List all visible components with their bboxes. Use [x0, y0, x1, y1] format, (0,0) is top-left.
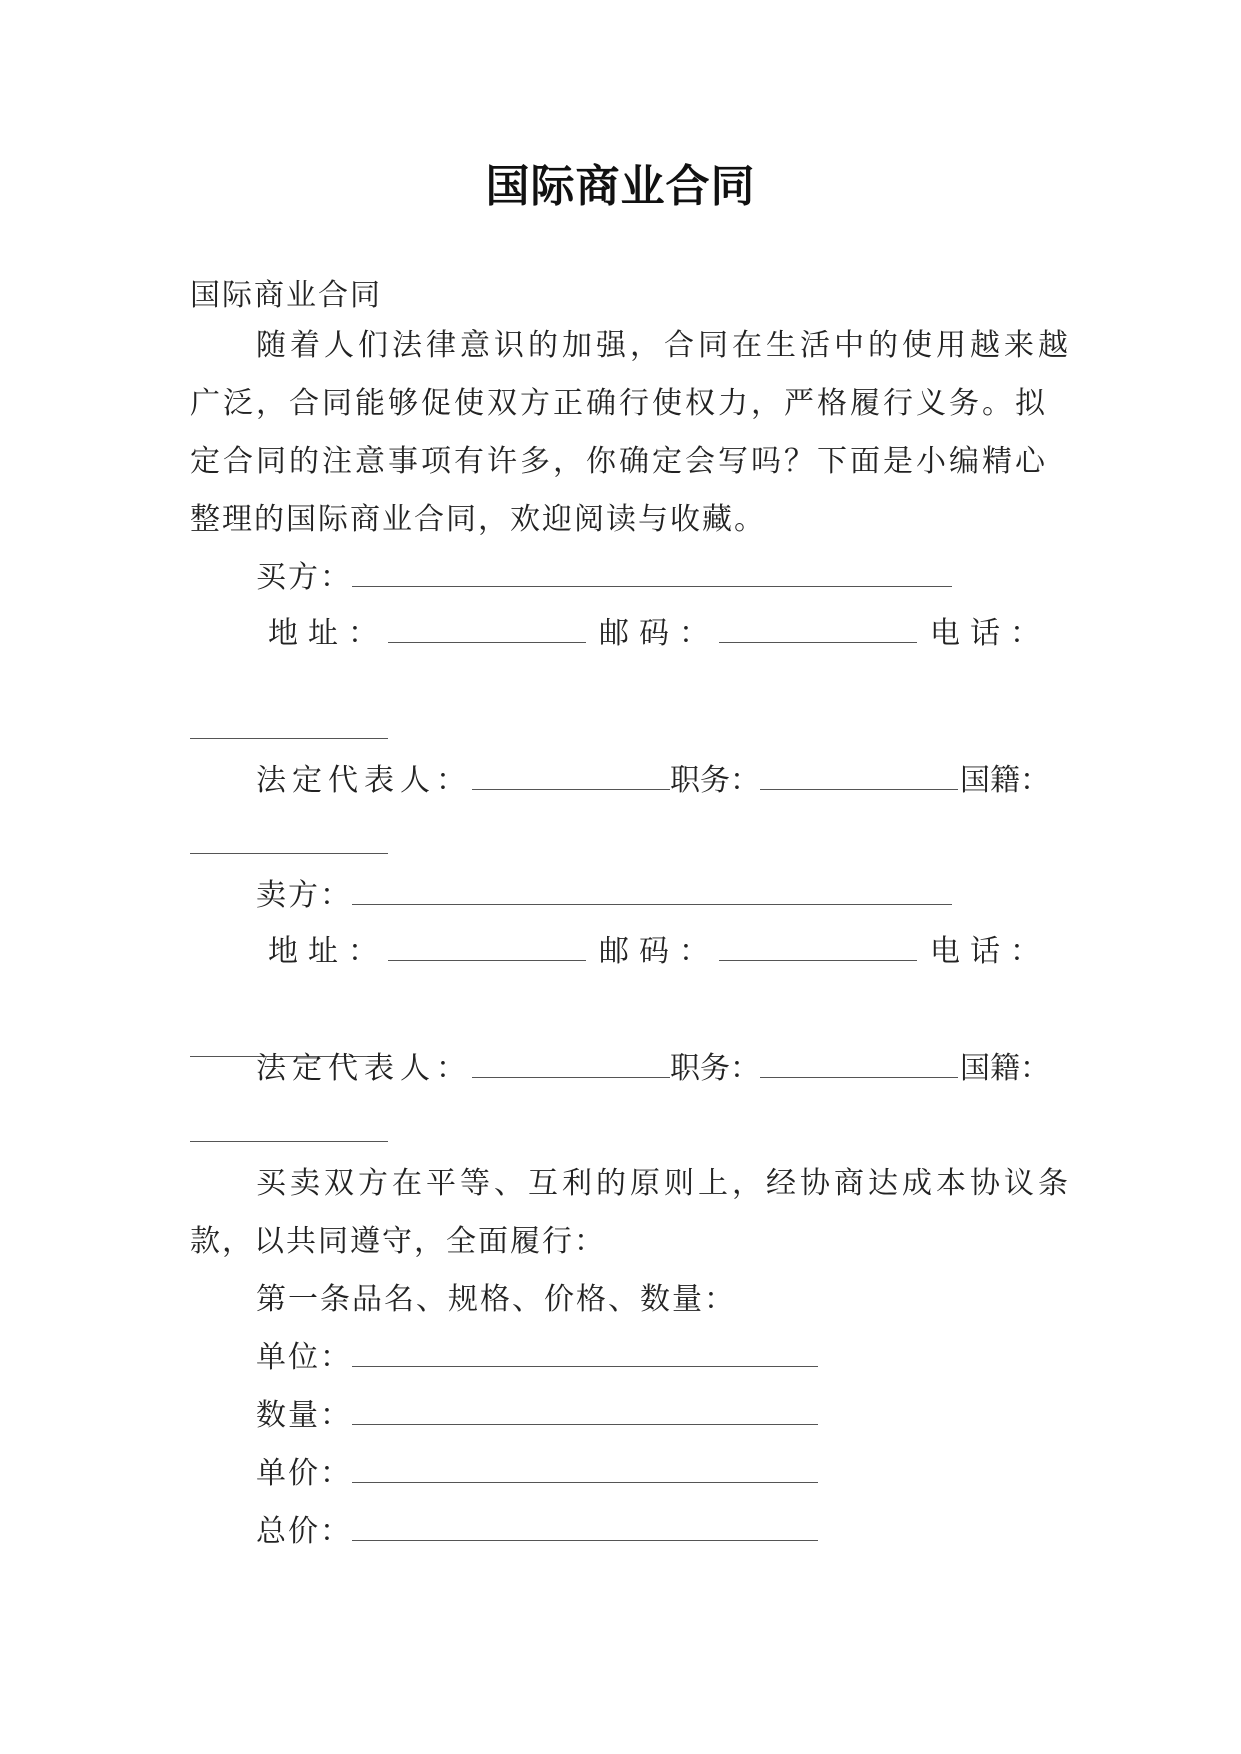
seller-nationality-label: 国籍： [960, 1051, 1050, 1086]
seller-postcode-blank[interactable] [719, 936, 917, 961]
buyer-position-blank[interactable] [760, 765, 958, 790]
buyer-postcode-blank[interactable] [719, 618, 917, 643]
buyer-legal-rep-label: 法定代表人： [256, 763, 472, 798]
seller-nationality-blank[interactable] [190, 1140, 388, 1142]
seller-position-label: 职务： [670, 1051, 760, 1086]
buyer-contact-row [268, 608, 1050, 652]
buyer-address-blank[interactable] [388, 618, 586, 643]
quantity-row [256, 1390, 818, 1434]
buyer-rep-row [256, 755, 1050, 799]
intro-line-2: 广泛，合同能够促使双方正确行使权力，严格履行义务。拟 [190, 386, 1048, 421]
seller-legal-rep-blank[interactable] [472, 1053, 670, 1078]
buyer-row [256, 552, 952, 596]
unit-price-row [256, 1448, 818, 1492]
total-price-label: 总价： [256, 1514, 352, 1549]
seller-label: 卖方： [256, 878, 352, 913]
buyer-phone-label: 电话： [930, 616, 1050, 651]
seller-address-label: 地址： [268, 934, 388, 969]
buyer-postcode-label: 邮码： [599, 616, 719, 651]
seller-position-blank[interactable] [760, 1053, 958, 1078]
agreement-line-1: 买卖双方在平等、互利的原则上，经协商达成本协议条 [256, 1166, 1072, 1201]
buyer-phone-blank[interactable] [190, 737, 388, 739]
seller-contact-row [268, 926, 1050, 970]
quantity-blank[interactable] [352, 1400, 818, 1425]
agreement-line-2: 款，以共同遵守，全面履行： [190, 1224, 606, 1259]
unit-row [256, 1332, 818, 1376]
article1-heading: 第一条品名、规格、价格、数量： [256, 1282, 736, 1317]
seller-row [256, 870, 952, 914]
seller-phone-label: 电话： [930, 934, 1050, 969]
buyer-nationality-blank[interactable] [190, 852, 388, 854]
seller-legal-rep-label: 法定代表人： [256, 1051, 472, 1086]
unit-price-label: 单价： [256, 1456, 352, 1491]
quantity-label: 数量： [256, 1398, 352, 1433]
buyer-address-label: 地址： [268, 616, 388, 651]
intro-line-3: 定合同的注意事项有许多，你确定会写吗？下面是小编精心 [190, 444, 1048, 479]
seller-address-blank[interactable] [388, 936, 586, 961]
seller-rep-row [256, 1043, 1050, 1087]
buyer-position-label: 职务： [670, 763, 760, 798]
total-price-blank[interactable] [352, 1516, 818, 1541]
buyer-legal-rep-blank[interactable] [472, 765, 670, 790]
buyer-nationality-label: 国籍： [960, 763, 1050, 798]
buyer-label: 买方： [256, 560, 352, 595]
intro-line-1: 随着人们法律意识的加强，合同在生活中的使用越来越 [256, 328, 1072, 363]
buyer-name-blank[interactable] [352, 562, 952, 587]
unit-blank[interactable] [352, 1342, 818, 1367]
document-subtitle: 国际商业合同 [190, 278, 382, 313]
seller-postcode-label: 邮码： [599, 934, 719, 969]
unit-label: 单位： [256, 1340, 352, 1375]
total-price-row [256, 1506, 818, 1550]
document-title: 国际商业合同 [485, 161, 756, 212]
unit-price-blank[interactable] [352, 1458, 818, 1483]
intro-line-4: 整理的国际商业合同，欢迎阅读与收藏。 [190, 502, 766, 537]
seller-name-blank[interactable] [352, 880, 952, 905]
